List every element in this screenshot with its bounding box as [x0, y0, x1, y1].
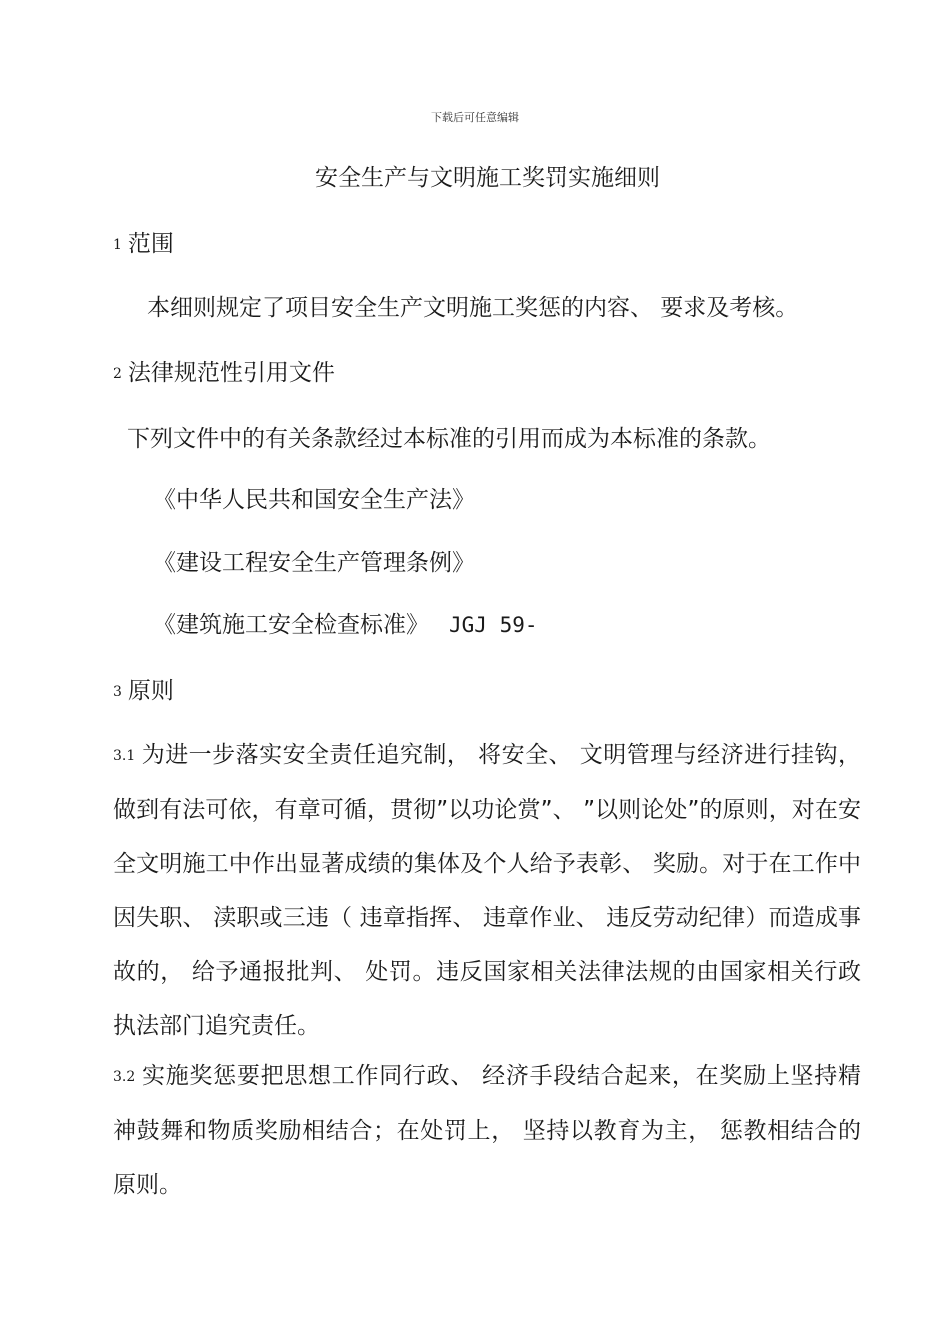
clause-3-2-text: 实施奖惩要把思想工作同行政、 经济手段结合起来，在奖励上坚持精神鼓舞和物质奖励相结合；在处罚上， 坚持以教育为主， 惩教相结合的原则。	[113, 1063, 861, 1198]
section-3-heading	[113, 676, 174, 707]
section-1-body: 本细则规定了项目安全生产文明施工奖惩的内容、 要求及考核。	[147, 295, 799, 321]
document-title: 安全生产与文明施工奖罚实施细则	[315, 165, 660, 191]
section-2-title: 法律规范性引用文件	[127, 360, 335, 386]
section-2-intro: 下列文件中的有关条款经过本标准的引用而成为本标准的条款。	[127, 426, 771, 452]
reference-item: 《中华人民共和国安全生产法》	[153, 487, 475, 513]
reference-item: 《建设工程安全生产管理条例》	[153, 550, 475, 576]
clause-3-2-number: 3.2	[113, 1069, 136, 1085]
clause-3-1	[113, 728, 861, 1053]
clause-3-2	[113, 1049, 861, 1212]
section-2-heading	[113, 358, 335, 389]
header-note: 下载后可任意编辑	[431, 111, 519, 124]
section-2-number: 2	[113, 366, 122, 382]
reference-title: 《建筑施工安全检查标准》	[153, 612, 429, 638]
section-3-title: 原则	[127, 678, 174, 704]
section-1-number: 1	[113, 237, 122, 253]
section-1-heading	[113, 229, 174, 260]
reference-item	[153, 610, 538, 640]
section-1-title: 范围	[127, 231, 174, 257]
section-3-number: 3	[113, 684, 122, 700]
clause-3-1-text: 为进一步落实安全责任追究制， 将安全、 文明管理与经济进行挂钩，做到有法可依，有章可循，贯彻”以功论赏”、 ”以则论处”的原则，对在安全文明施工中作出显著成绩的集体及个人给予表彰、 奖励。对于在工作中因失职、 渎职或三违（ 违章指挥、 违章作业、 违反劳动纪律）而造成事故的， 给予通报批判、 处罚。违反国家相关法律法规的由国家相关行政执法部门追究责任。	[113, 742, 861, 1039]
clause-3-1-number: 3.1	[113, 748, 136, 764]
reference-code: JGJ 59-	[449, 613, 538, 637]
